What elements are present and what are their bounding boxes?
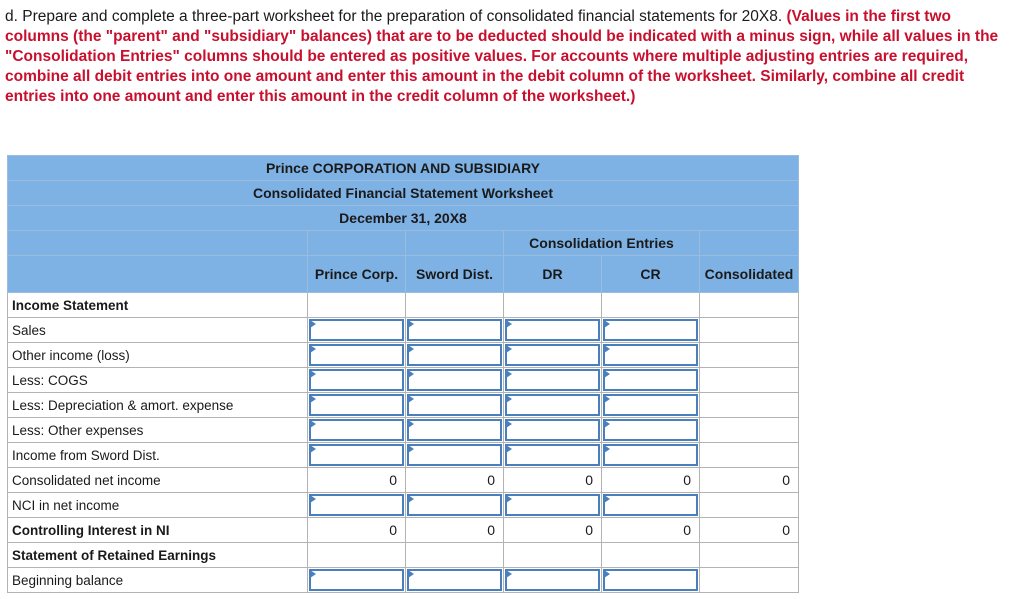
row-label: Statement of Retained Earnings bbox=[8, 543, 308, 568]
row-label: Controlling Interest in NI bbox=[8, 518, 308, 543]
input-cell-dr[interactable] bbox=[504, 493, 602, 518]
col-header-sword: Sword Dist. bbox=[406, 256, 504, 293]
consolidated-cell bbox=[700, 443, 799, 468]
header-blank bbox=[8, 256, 308, 293]
consolidation-worksheet bbox=[7, 155, 799, 593]
total-value: 0 bbox=[406, 468, 504, 493]
table-row bbox=[8, 443, 799, 468]
input-cell-prince[interactable] bbox=[308, 393, 406, 418]
input-cell-dr[interactable] bbox=[504, 568, 602, 593]
input-cell-sword[interactable] bbox=[406, 368, 504, 393]
input-cell-sword[interactable] bbox=[406, 318, 504, 343]
input-cell-cr[interactable] bbox=[602, 368, 700, 393]
input-cell-dr[interactable] bbox=[504, 343, 602, 368]
input-cell-dr[interactable] bbox=[504, 418, 602, 443]
empty-cell bbox=[406, 293, 504, 318]
total-value: 0 bbox=[602, 518, 700, 543]
input-cell-dr[interactable] bbox=[504, 443, 602, 468]
input-cell-prince[interactable] bbox=[308, 568, 406, 593]
header-blank bbox=[406, 231, 504, 256]
table-row bbox=[8, 493, 799, 518]
table-row bbox=[8, 368, 799, 393]
consolidated-cell bbox=[700, 418, 799, 443]
row-label: Less: Other expenses bbox=[8, 418, 308, 443]
input-cell-dr[interactable] bbox=[504, 368, 602, 393]
input-cell-cr[interactable] bbox=[602, 493, 700, 518]
instructions-note: (Values in the first two columns (the "parent" and "subsidiary" balances) that are to be deducted should be indicated with a minus sign, while all values in the "Consolidation Entries" columns should be entered as positive values. For accounts where multiple adjusting entries are required, combine all debit entries into one amount and enter this amount in the debit column of the worksheet. Similarly, combine all credit entries into one amount and enter this amount in the credit column of the worksheet.) bbox=[5, 8, 999, 105]
table-row bbox=[8, 393, 799, 418]
total-row bbox=[8, 468, 799, 493]
total-value: 0 bbox=[308, 468, 406, 493]
row-label: Less: COGS bbox=[8, 368, 308, 393]
empty-cell bbox=[308, 293, 406, 318]
total-value: 0 bbox=[700, 468, 799, 493]
row-label: Less: Depreciation & amort. expense bbox=[8, 393, 308, 418]
worksheet-company-title: Prince CORPORATION AND SUBSIDIARY bbox=[8, 156, 799, 181]
empty-cell bbox=[406, 543, 504, 568]
row-label: Sales bbox=[8, 318, 308, 343]
col-header-consolidated: Consolidated bbox=[700, 256, 799, 293]
consolidated-cell bbox=[700, 493, 799, 518]
worksheet-subtitle: Consolidated Financial Statement Worksheet bbox=[8, 181, 799, 206]
empty-cell bbox=[504, 543, 602, 568]
input-cell-prince[interactable] bbox=[308, 443, 406, 468]
empty-cell bbox=[602, 543, 700, 568]
section-row bbox=[8, 543, 799, 568]
input-cell-prince[interactable] bbox=[308, 493, 406, 518]
total-row bbox=[8, 518, 799, 543]
input-cell-cr[interactable] bbox=[602, 443, 700, 468]
table-row bbox=[8, 318, 799, 343]
input-cell-cr[interactable] bbox=[602, 418, 700, 443]
empty-cell bbox=[602, 293, 700, 318]
input-cell-dr[interactable] bbox=[504, 393, 602, 418]
header-blank bbox=[8, 231, 308, 256]
input-cell-prince[interactable] bbox=[308, 368, 406, 393]
input-cell-sword[interactable] bbox=[406, 343, 504, 368]
worksheet-date: December 31, 20X8 bbox=[8, 206, 799, 231]
input-cell-cr[interactable] bbox=[602, 568, 700, 593]
consolidated-cell bbox=[700, 368, 799, 393]
consolidated-cell bbox=[700, 343, 799, 368]
instructions bbox=[5, 7, 1015, 107]
table-row bbox=[8, 568, 799, 593]
input-cell-sword[interactable] bbox=[406, 568, 504, 593]
table-row bbox=[8, 343, 799, 368]
total-value: 0 bbox=[308, 518, 406, 543]
input-cell-sword[interactable] bbox=[406, 443, 504, 468]
input-cell-sword[interactable] bbox=[406, 493, 504, 518]
empty-cell bbox=[700, 543, 799, 568]
input-cell-cr[interactable] bbox=[602, 393, 700, 418]
input-cell-prince[interactable] bbox=[308, 343, 406, 368]
input-cell-cr[interactable] bbox=[602, 318, 700, 343]
consolidated-cell bbox=[700, 318, 799, 343]
total-value: 0 bbox=[602, 468, 700, 493]
total-value: 0 bbox=[406, 518, 504, 543]
input-cell-prince[interactable] bbox=[308, 318, 406, 343]
empty-cell bbox=[308, 543, 406, 568]
row-label: Beginning balance bbox=[8, 568, 308, 593]
section-row bbox=[8, 293, 799, 318]
empty-cell bbox=[504, 293, 602, 318]
row-label: NCI in net income bbox=[8, 493, 308, 518]
total-value: 0 bbox=[504, 468, 602, 493]
header-blank bbox=[308, 231, 406, 256]
consolidated-cell bbox=[700, 393, 799, 418]
input-cell-sword[interactable] bbox=[406, 393, 504, 418]
input-cell-prince[interactable] bbox=[308, 418, 406, 443]
total-value: 0 bbox=[504, 518, 602, 543]
row-label: Income Statement bbox=[8, 293, 308, 318]
col-header-dr: DR bbox=[504, 256, 602, 293]
input-cell-dr[interactable] bbox=[504, 318, 602, 343]
row-label: Other income (loss) bbox=[8, 343, 308, 368]
consolidated-cell bbox=[700, 568, 799, 593]
input-cell-cr[interactable] bbox=[602, 343, 700, 368]
instructions-lead: d. Prepare and complete a three-part worksheet for the preparation of consolidated financial statements for 20X8. bbox=[5, 8, 783, 25]
header-blank bbox=[700, 231, 799, 256]
col-header-cr: CR bbox=[602, 256, 700, 293]
row-label: Income from Sword Dist. bbox=[8, 443, 308, 468]
col-header-prince: Prince Corp. bbox=[308, 256, 406, 293]
table-row bbox=[8, 418, 799, 443]
input-cell-sword[interactable] bbox=[406, 418, 504, 443]
consolidation-entries-header: Consolidation Entries bbox=[504, 231, 700, 256]
empty-cell bbox=[700, 293, 799, 318]
total-value: 0 bbox=[700, 518, 799, 543]
row-label: Consolidated net income bbox=[8, 468, 308, 493]
